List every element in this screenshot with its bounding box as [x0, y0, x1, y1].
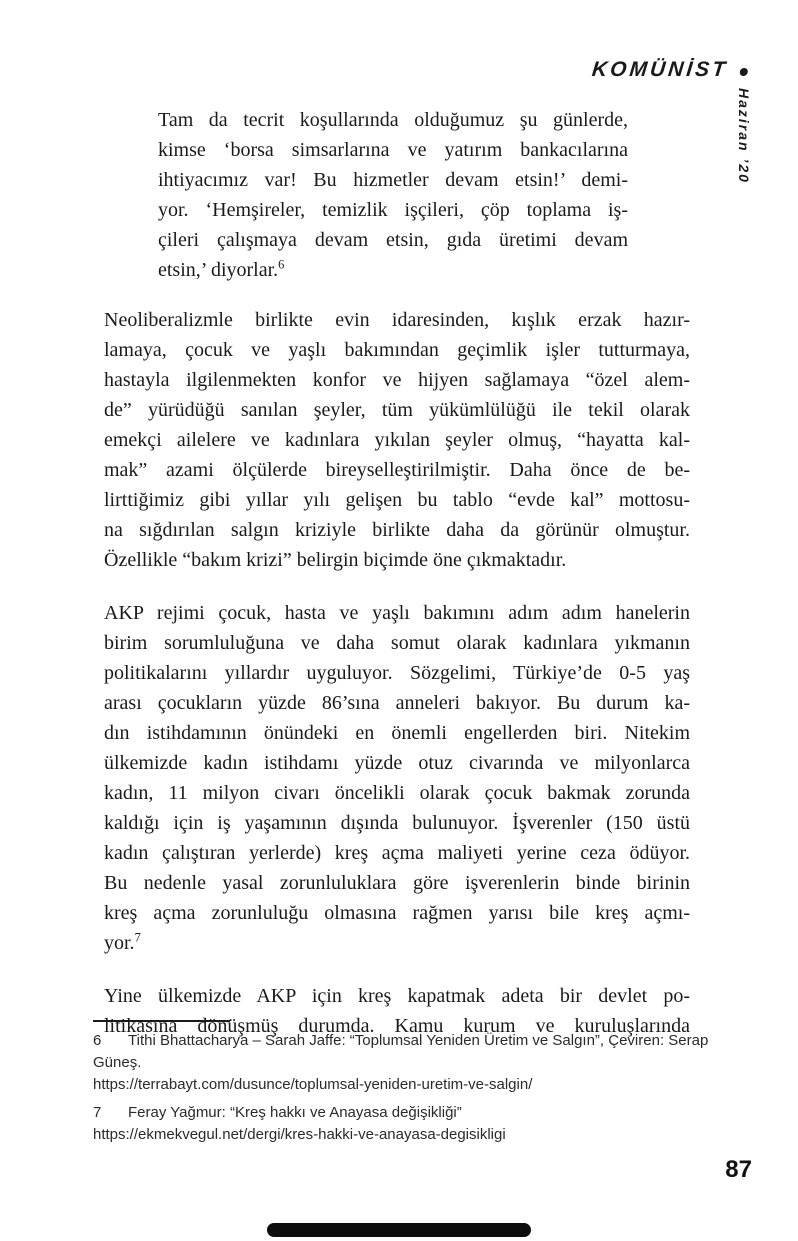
blockquote: Tam da tecrit koşullarında olduğumuz şu günlerde, kimse ‘borsa simsarlarına ve yatırım bankacılarına ihtiyacımız var! Bu hizmetler devam etsin!’ demi- yor. ‘Hemşireler, temizlik işçileri, çöp toplama iş- çileri çalışmaya devam etsin, gıda üretimi devam etsin,’ diyorlar.$^6$ [158, 109, 628, 281]
footnote-rule [93, 1020, 230, 1022]
paragraph-3: Yine ülkemizde AKP için kreş kapatmak adeta bir devlet po- litikasına dönüşmüş durumda. Kamu kurum ve kuruluşlarında [104, 985, 690, 1037]
footnote-marker: 6 [93, 1032, 102, 1049]
footnote-6 [93, 1030, 713, 1096]
paragraph-2: AKP rejimi çocuk, hasta ve yaşlı bakımını adım adım hanelerin birim sorumluluğuna ve daha somut olarak kadınlara yıkmanın politikalarını yıllardır uyguluyor. Sözgelimi, Türkiye’de 0-5 yaş arası çocukların yüzde 86’sına anneleri bakıyor. Bu durum ka- dın istihdamının önündeki en önemli engellerden biri. Nitekim ülkemizde kadın istihdamı yüzde otuz civarında ve milyonlarca kadın, 11 milyon civarı öncelikli olarak çocuk bakmak zorunda kaldığı için iş yaşamının dışında bulunuyor. İşverenler (150 üstü kadın çalıştıran yerlerde) kreş açma maliyeti yerine ceza ödüyor. Bu nedenle yasal zorunluluklara göre işverenlerin binde birinin kreş açma zorunluluğu olmasına rağmen yarısı bile kreş açmı- yor.$^7$ [104, 602, 690, 954]
bullet-icon [739, 68, 748, 76]
paragraph-1: Neoliberalizmle birlikte evin idaresinden, kışlık erzak hazır- lamaya, çocuk ve yaşlı bakımından geçimlik işler tutturmaya, hastayla ilgilenmekten konfor ve hijyen sağlamaya “özel alem- de” yürüdüğü sanılan şeyler, tüm yükümlülüğü ile tekil olarak emekçi ailelere ve kadınlara yıkılan şeyler olmuş, “hayatta kal- mak” azami ölçülerde bireyselleştirilmiştir. Daha önce de be- lirttiğimiz gibi yıllar yılı gelişen bu tablo “evde kal” mottosu- na sığdırılan salgın kriziyle birlikte daha da görünür olmuştur. Özellikle “bakım krizi” belirgin biçimde öne çıkmaktadır. [104, 309, 690, 571]
footnote-text: Feray Yağmur: “Kreş hakkı ve Anayasa değişikliği” [128, 1104, 462, 1121]
footnotes [93, 1020, 713, 1152]
footnote-extra-lines: https://ekmekvegul.net/dergi/kres-hakki-ve-anayasa-degisikligi [93, 1126, 506, 1143]
issue-label: Haziran ’20 [736, 88, 752, 184]
page-number: 87 [725, 1156, 752, 1183]
footnote-7 [93, 1102, 713, 1146]
footnote-text: Tithi Bhattacharya – Sarah Jaffe: “Toplumsal Yeniden Üretim ve Salgın”, Çeviren: Serap [128, 1032, 709, 1049]
footnote-extra-lines: Güneş. https://terrabayt.com/dusunce/toplumsal-yeniden-uretim-ve-salgin/ [93, 1054, 533, 1093]
footnote-marker: 7 [93, 1104, 102, 1121]
page-content [104, 105, 690, 1064]
masthead-title: KOMÜNİST [590, 58, 730, 81]
home-indicator-bar [267, 1223, 531, 1237]
masthead [591, 58, 750, 82]
